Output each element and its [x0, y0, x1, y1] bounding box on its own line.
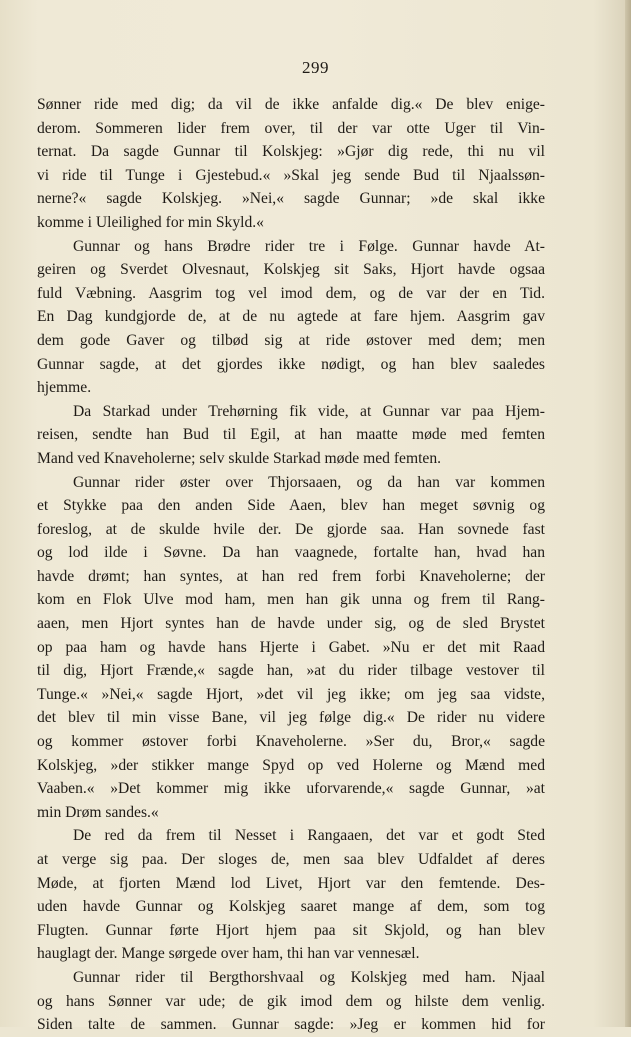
- text-line: Gunnar og hans Brødre rider tre i Følge. Gunnar havde At-: [73, 237, 545, 255]
- text-line: fuld Væbning. Aasgrim tog vel imod dem, og de var der en Tid.: [37, 284, 545, 302]
- text-line: et Stykke paa den anden Side Aaen, blev han meget søvnig og: [37, 497, 545, 515]
- body-text: [37, 93, 545, 1037]
- text-line: Gunnar sagde, at det gjordes ikke nødigt, og han blev saaledes: [37, 355, 545, 373]
- page-edge: [625, 0, 631, 1027]
- text-line: at verge sig paa. Der sloges de, men saa blev Udfaldet af deres: [37, 851, 545, 868]
- text-line: til dig, Hjort Frænde,« sagde han, »at du rider tilbage vestover til: [37, 662, 545, 680]
- paragraph: [37, 471, 545, 825]
- paragraph: [37, 966, 545, 1037]
- text-line: Tunge.« »Nei,« sagde Hjort, »det vil jeg ikke; om jeg saa vidste,: [37, 685, 545, 703]
- text-line: Kolskjeg, »der stikker mange Spyd op ved Holerne og Mænd med: [37, 756, 545, 774]
- text-line: hauglagt der. Mange sørgede over ham, thi han var vennesæl.: [37, 945, 420, 963]
- text-line: Gunnar rider øster over Thjorsaaen, og da han var kommen: [73, 473, 545, 491]
- text-line: kom en Flok Ulve mod ham, men han gik unna og frem til Rang-: [37, 591, 545, 609]
- text-line: nerne?« sagde Kolskjeg. »Nei,« sagde Gunnar; »de skal ikke: [37, 190, 545, 208]
- text-line: aaen, men Hjort syntes han de havde under sig, og de sled Brystet: [37, 615, 545, 633]
- text-line: Gunnar rider til Bergthorshvaal og Kolskjeg med ham. Njaal: [73, 968, 545, 986]
- text-line: og hans Sønner var ude; de gik imod dem og hilste dem venlig.: [37, 992, 545, 1010]
- text-line: foreslog, at de skulde hvile der. De gjorde saa. Han sovnede fast: [37, 520, 545, 538]
- paragraph: [37, 235, 545, 400]
- text-line: ternat. Da sagde Gunnar til Kolskjeg: »Gjør dig rede, thi nu vil: [37, 143, 545, 161]
- text-line: dem gode Gaver og tilbød sig at ride østover med dem; men: [37, 331, 545, 349]
- text-line: Flugten. Gunnar førte Hjort hjem paa sit Skjold, og han blev: [37, 921, 545, 939]
- text-line: Sønner ride med dig; da vil de ikke anfalde dig.« De blev enige-: [37, 96, 545, 113]
- text-line: reisen, sendte han Bud til Egil, at han maatte møde med femten: [37, 426, 545, 444]
- text-line: uden havde Gunnar og Kolskjeg saaret mange af dem, som tog: [37, 898, 545, 916]
- text-line: De red da frem til Nesset i Rangaaen, det var et godt Sted: [73, 827, 545, 845]
- text-line: komme i Uleilighed for min Skyld.«: [37, 213, 264, 231]
- text-line: havde drømt; han syntes, at han red frem forbi Knaveholerne; der: [37, 567, 545, 585]
- page-number: 299: [302, 58, 329, 77]
- paragraph: [37, 824, 545, 966]
- text-line: Møde, at fjorten Mænd lod Livet, Hjort var den femtende. Des-: [37, 874, 545, 892]
- text-line: Siden talte de sammen. Gunnar sagde: »Jeg er kommen hid for: [37, 1016, 545, 1034]
- text-line: det blev til min visse Bane, vil jeg følge dig.« De rider nu videre: [37, 709, 545, 727]
- text-line: Vaaben.« »Det kommer mig ikke uforvarende,« sagde Gunnar, »at: [37, 780, 545, 798]
- paragraph: [37, 400, 545, 471]
- text-line: og lod ilde i Søvne. Da han vaagnede, fortalte han, hvad han: [37, 544, 545, 562]
- text-line: Da Starkad under Trehørning fik vide, at Gunnar var paa Hjem-: [73, 402, 545, 420]
- text-line: vi ride til Tunge i Gjestebud.« »Skal jeg sende Bud til Njaalssøn-: [37, 166, 545, 184]
- text-line: Mand ved Knaveholerne; selv skulde Starkad møde med femten.: [37, 449, 442, 467]
- text-line: derom. Sommeren lider frem over, til der var otte Uger til Vin-: [37, 119, 545, 137]
- text-line: En Dag kundgjorde de, at de nu agtede at fare hjem. Aasgrim gav: [37, 308, 545, 326]
- text-line: min Drøm sandes.«: [37, 803, 159, 821]
- text-line: op paa ham og havde hans Hjerte i Gabet. »Nu er det mit Raad: [37, 638, 545, 656]
- paragraph: [37, 93, 545, 235]
- text-line: geiren og Sverdet Olvesnaut, Kolskjeg sit Saks, Hjort havde ogsaa: [37, 261, 545, 279]
- text-line: hjemme.: [37, 379, 92, 397]
- text-line: og kommer østover forbi Knaveholerne. »Ser du, Bror,« sagde: [37, 733, 545, 751]
